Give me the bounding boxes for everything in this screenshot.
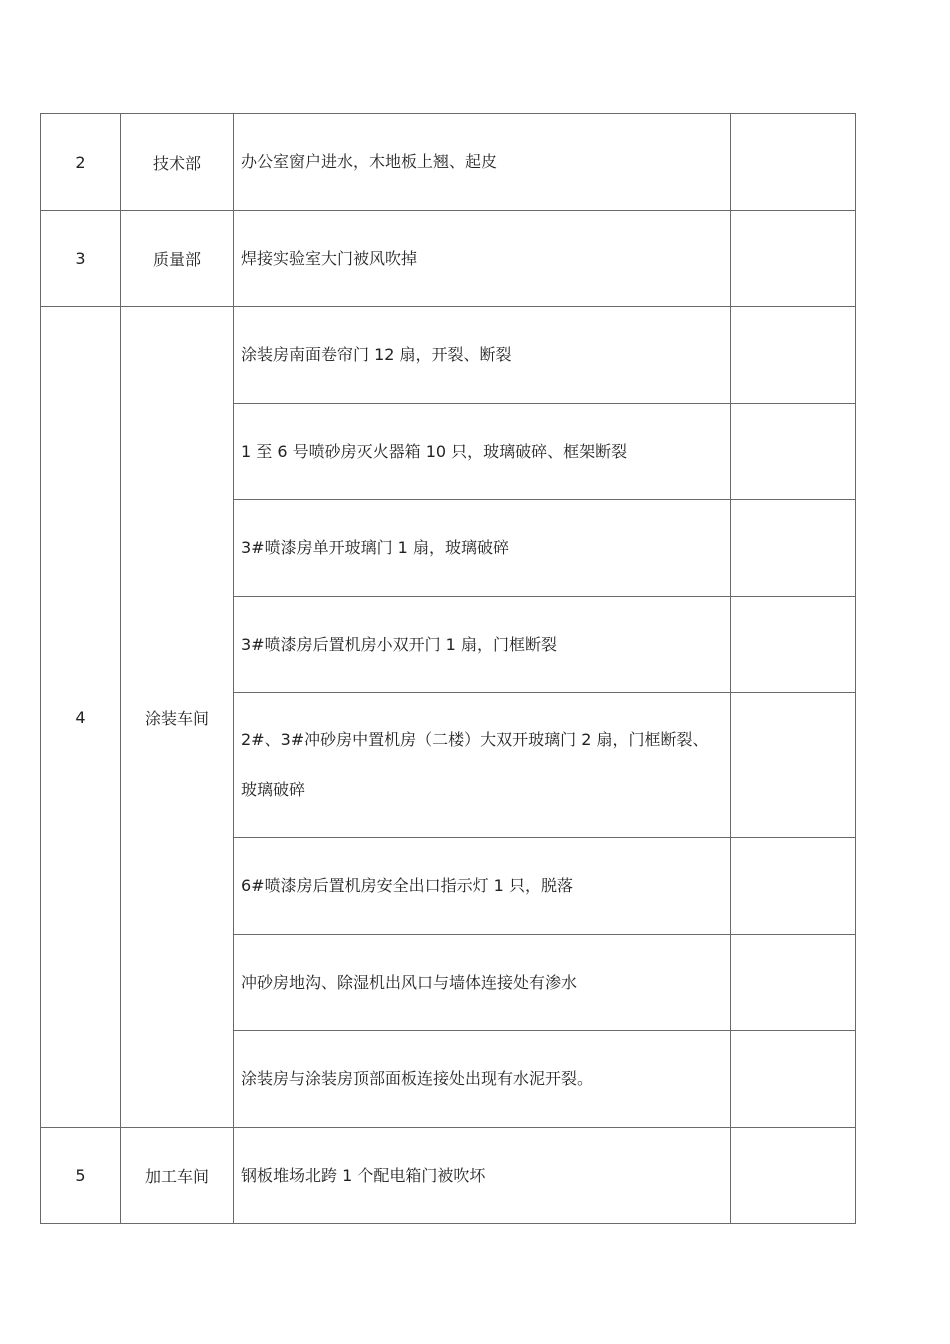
- department-cell: 质量部: [121, 211, 234, 307]
- damage-description: 办公室窗户进水，木地板上翘、起皮: [234, 114, 731, 211]
- remark-cell: [731, 1128, 856, 1224]
- department-cell: 加工车间: [121, 1128, 234, 1224]
- remark-cell: [731, 211, 856, 307]
- row-number: 2: [41, 114, 121, 211]
- remark-cell: [731, 500, 856, 597]
- remark-cell: [731, 693, 856, 838]
- damage-description: 3#喷漆房单开玻璃门 1 扇，玻璃破碎: [234, 500, 731, 597]
- table-row: [41, 307, 856, 404]
- damage-description: 6#喷漆房后置机房安全出口指示灯 1 只，脱落: [234, 838, 731, 935]
- damage-description: 1 至 6 号喷砂房灭火器箱 10 只，玻璃破碎、框架断裂: [234, 404, 731, 500]
- remark-cell: [731, 307, 856, 404]
- damage-description: 冲砂房地沟、除湿机出风口与墙体连接处有渗水: [234, 935, 731, 1031]
- damage-description: 涂装房南面卷帘门 12 扇，开裂、断裂: [234, 307, 731, 404]
- department-cell: 技术部: [121, 114, 234, 211]
- table-row: [41, 1128, 856, 1224]
- remark-cell: [731, 935, 856, 1031]
- damage-description: 涂装房与涂装房顶部面板连接处出现有水泥开裂。: [234, 1031, 731, 1128]
- remark-cell: [731, 1031, 856, 1128]
- damage-description: 2#、3#冲砂房中置机房（二楼）大双开玻璃门 2 扇，门框断裂、玻璃破碎: [234, 693, 731, 838]
- damage-description: 3#喷漆房后置机房小双开门 1 扇，门框断裂: [234, 597, 731, 693]
- remark-cell: [731, 597, 856, 693]
- table-row: [41, 211, 856, 307]
- department-cell: 涂装车间: [121, 307, 234, 1128]
- remark-cell: [731, 114, 856, 211]
- damage-table: [40, 113, 856, 1224]
- damage-description: 钢板堆场北跨 1 个配电箱门被吹坏: [234, 1128, 731, 1224]
- row-number: 4: [41, 307, 121, 1128]
- damage-table-container: [40, 113, 856, 1224]
- remark-cell: [731, 838, 856, 935]
- row-number: 5: [41, 1128, 121, 1224]
- row-number: 3: [41, 211, 121, 307]
- table-row: [41, 114, 856, 211]
- remark-cell: [731, 404, 856, 500]
- damage-description: 焊接实验室大门被风吹掉: [234, 211, 731, 307]
